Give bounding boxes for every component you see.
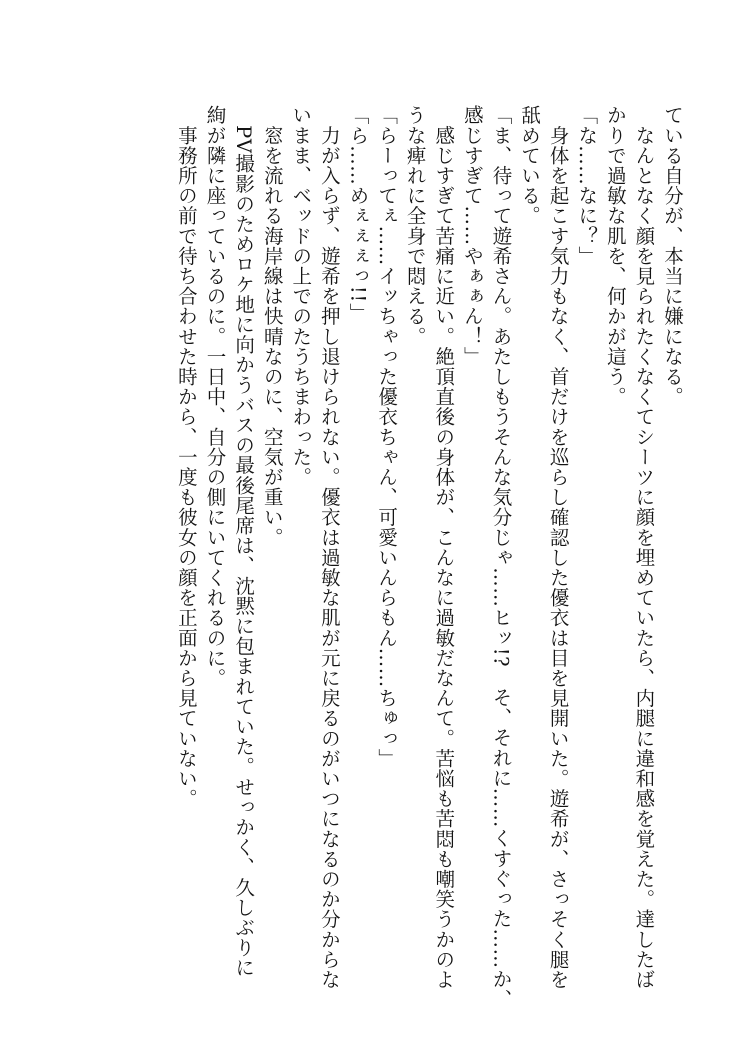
text-line: うな痺れに全身で悶える。 xyxy=(403,105,427,347)
text-line: かりで過敏な肌を、何かが這う。 xyxy=(603,105,627,407)
text-line: なんとなく顔を見られたくなくてシーツに顔を埋めていたら、内腿に違和感を覚えた。達したば xyxy=(632,105,656,990)
text-line: 絢が隣に座っているのに。一日中、自分の側にいてくれるのに。 xyxy=(203,105,227,688)
text-line: 力が入らず、遊希を押し退けられない。優衣は過敏な肌が元に戻るのがいつになるのか分からな xyxy=(317,105,341,990)
text-line: 感じすぎて……やぁぁん！」 xyxy=(460,105,484,367)
text-line: 舐めている。 xyxy=(518,105,542,226)
text-line: 感じすぎて苦痛に近い。絶頂直後の身体が、こんなに過敏だなんて。苦悩も苦悶も嘲笑うかのよ xyxy=(432,105,456,990)
text-line: 「らーってぇ……イッちゃった優衣ちゃん、可愛いんらもん……ちゅっ」 xyxy=(375,105,399,769)
text-line: 身体を起こす気力もなく、首だけを巡らし確認した優衣は目を見開いた。遊希が、さっそく腿を xyxy=(546,105,570,990)
text-line: 窓を流れる海岸線は快晴なのに、空気が重い。 xyxy=(260,105,284,548)
text-line: PV撮影のためロケ地に向かうバスの最後尾席は、沈黙に包まれていた。せっかく、久しぶりに xyxy=(232,105,256,978)
text-line: 事務所の前で待ち合わせた時から、一度も彼女の顔を正面から見ていない。 xyxy=(174,105,198,809)
vertical-text-body xyxy=(56,105,686,1009)
text-line: ている自分が、本当に嫌になる。 xyxy=(661,105,684,407)
text-line: 「な……なに？」 xyxy=(575,105,599,266)
text-line: 「ま、待って遊希さん。あたしもうそんな気分じゃ……ヒッ!? そ、それに……くすぐった……か、 xyxy=(489,105,513,1009)
text-line: 「ら……めぇぇぇっ!!」 xyxy=(346,105,370,323)
text-line: いまま、ベッドの上でのたうちまわった。 xyxy=(289,105,313,487)
